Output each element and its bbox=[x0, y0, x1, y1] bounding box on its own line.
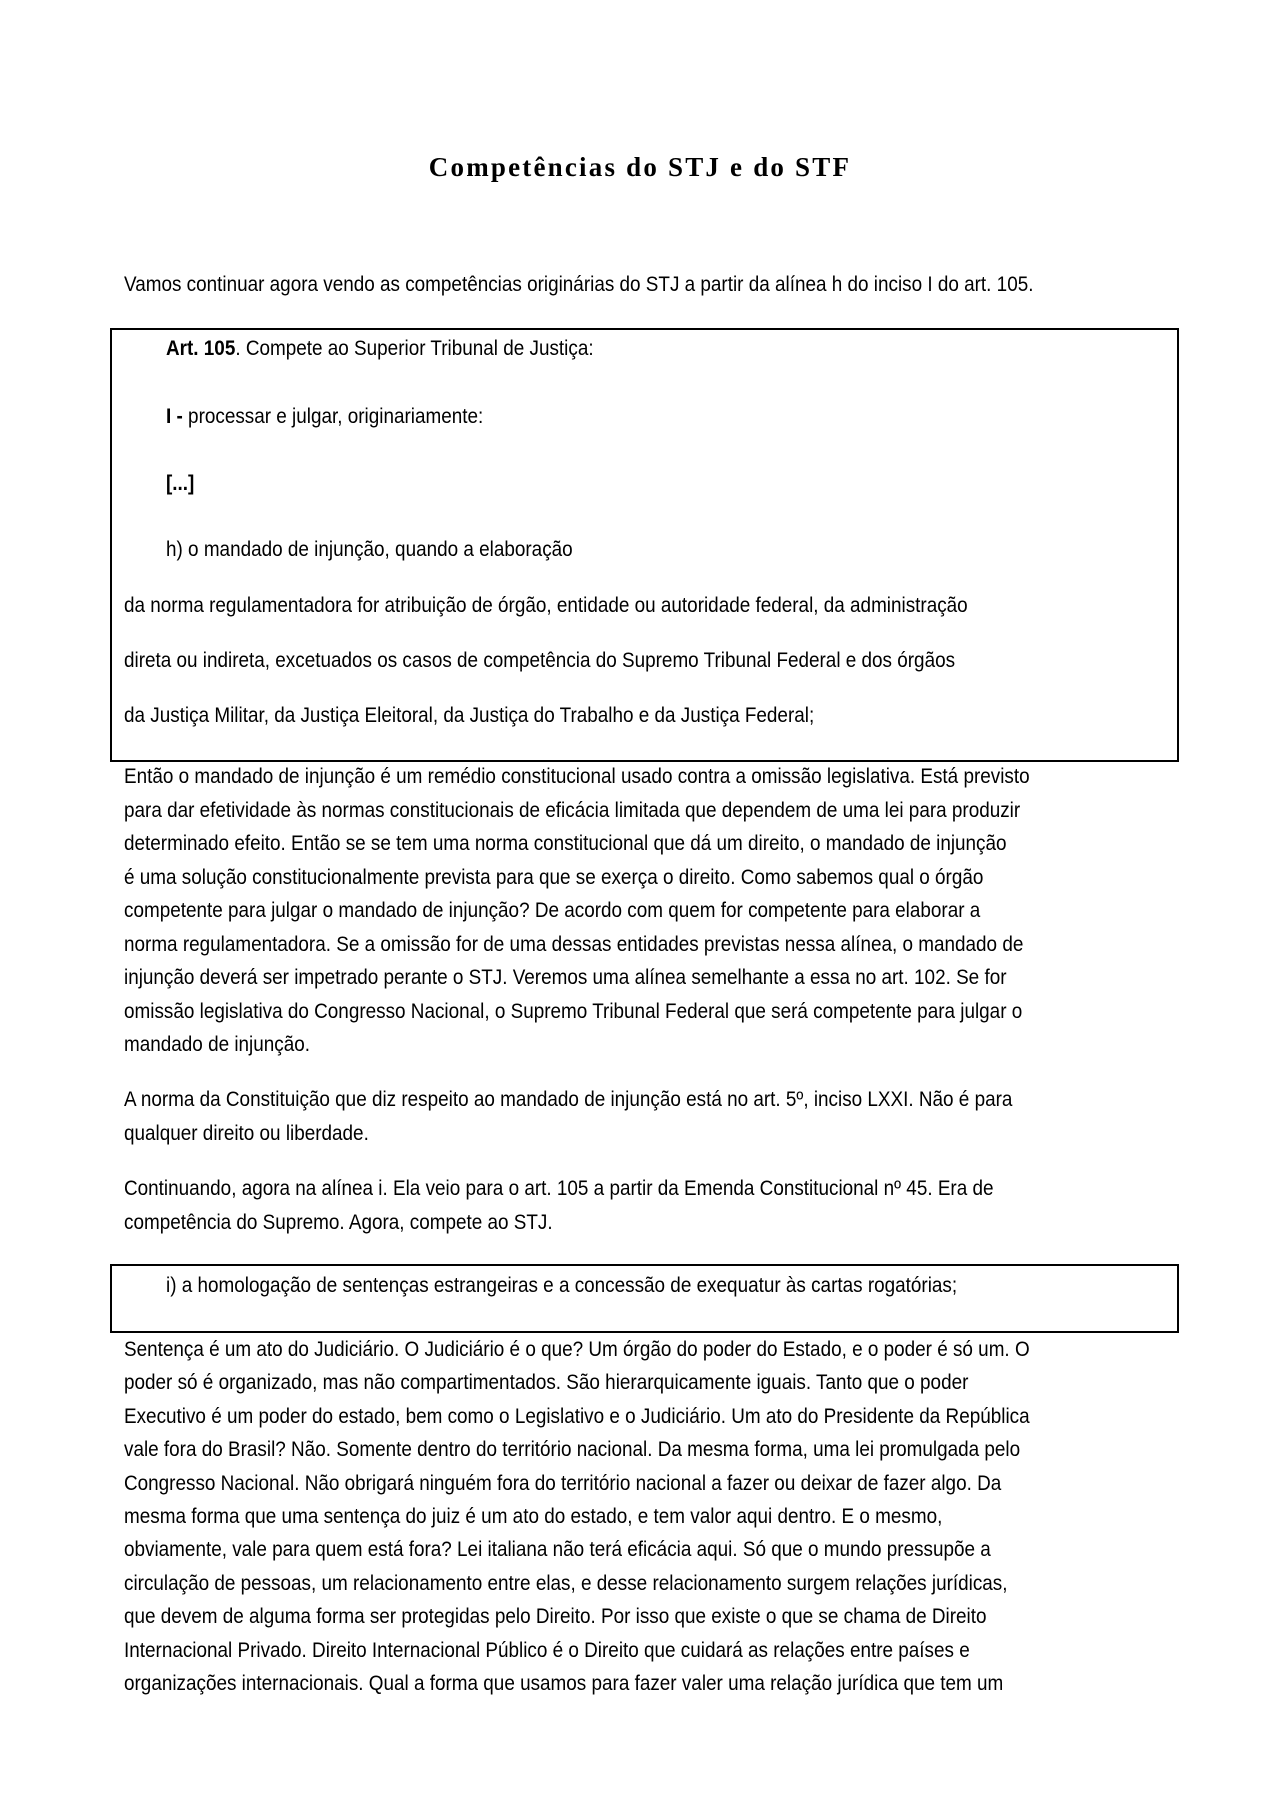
paragraph-line: Sentença é um ato do Judiciário. O Judiciário é o que? Um órgão do poder do Estado, e o poder é só um. O bbox=[124, 1338, 1030, 1361]
paragraph-line: organizações internacionais. Qual a forma que usamos para fazer valer uma relação jurídica que tem um bbox=[124, 1672, 1004, 1695]
quote-line: da norma regulamentadora for atribuição de órgão, entidade ou autoridade federal, da administração bbox=[124, 594, 968, 617]
paragraph-line: Internacional Privado. Direito Internacional Público é o Direito que cuidará as relações entre países e bbox=[124, 1638, 970, 1662]
paragraph-line: competência do Supremo. Agora, compete ao STJ. bbox=[124, 1210, 553, 1234]
article-number: Art. 105 bbox=[166, 337, 236, 360]
quote-line: direta ou indireta, excetuados os casos de competência do Supremo Tribunal Federal e dos órgãos bbox=[124, 649, 956, 672]
paragraph-line: Continuando, agora na alínea i. Ela veio para o art. 105 a partir da Emenda Constitucional nº 45. Era de bbox=[124, 1177, 994, 1200]
alinea-i-text: i) a homologação de sentenças estrangeiras e a concessão de exequatur às cartas rogatórias; bbox=[166, 1274, 958, 1297]
paragraph-line: para dar efetividade às normas constitucionais de eficácia limitada que dependem de uma lei para produzir bbox=[124, 798, 1021, 822]
paragraph-line: poder só é organizado, mas não compartimentados. São hierarquicamente iguais. Tanto que o poder bbox=[124, 1371, 969, 1395]
paragraph-line: Então o mandado de injunção é um remédio constitucional usado contra a omissão legislativa. Está previsto bbox=[124, 765, 1030, 788]
quote-line: da Justiça Militar, da Justiça Eleitoral, da Justiça do Trabalho e da Justiça Federal; bbox=[124, 704, 815, 727]
quote-line: h) o mandado de injunção, quando a elaboração bbox=[166, 538, 573, 561]
paragraph-line: norma regulamentadora. Se a omissão for de uma dessas entidades previstas nessa alínea, o mandado de bbox=[124, 932, 1024, 956]
paragraph-line: qualquer direito ou liberdade. bbox=[124, 1121, 369, 1145]
inciso-text: processar e julgar, originariamente: bbox=[182, 405, 484, 428]
paragraph-line: Congresso Nacional. Não obrigará ninguém fora do território nacional a fazer ou deixar de fazer algo. Da bbox=[124, 1471, 1002, 1495]
inciso-number: I - bbox=[166, 405, 183, 428]
intro-paragraph: Vamos continuar agora vendo as competências originárias do STJ a partir da alínea h do inciso I do art. 105. bbox=[124, 273, 1034, 296]
document-title: Competências do STJ e do STF bbox=[428, 152, 852, 182]
paragraph-line: obviamente, vale para quem está fora? Lei italiana não terá eficácia aqui. Só que o mundo pressupõe a bbox=[124, 1538, 991, 1562]
paragraph-line: mandado de injunção. bbox=[124, 1033, 311, 1056]
paragraph-line: omissão legislativa do Congresso Nacional, o Supremo Tribunal Federal que será competente para julgar o bbox=[124, 999, 1023, 1023]
paragraph-line: Executivo é um poder do estado, bem como o Legislativo e o Judiciário. Um ato do Presidente da República bbox=[124, 1404, 1030, 1428]
paragraph-line: A norma da Constituição que diz respeito ao mandado de injunção está no art. 5º, inciso LXXI. Não é para bbox=[124, 1088, 1013, 1111]
article-text: . Compete ao Superior Tribunal de Justiça: bbox=[235, 337, 594, 360]
paragraph-line: circulação de pessoas, um relacionamento entre elas, e desse relacionamento surgem relações jurídicas, bbox=[124, 1571, 1008, 1595]
paragraph-line: vale fora do Brasil? Não. Somente dentro do território nacional. Da mesma forma, uma lei promulgada pelo bbox=[124, 1438, 1021, 1462]
article-heading bbox=[166, 337, 594, 361]
paragraph-line: que devem de alguma forma ser protegidas pelo Direito. Por isso que existe o que se chama de Direito bbox=[124, 1605, 987, 1629]
inciso-line bbox=[166, 405, 483, 429]
paragraph-line: determinado efeito. Então se se tem uma norma constitucional que dá um direito, o mandado de injunção bbox=[124, 832, 1007, 855]
paragraph-line: mesma forma que uma sentença do juiz é um ato do estado, e tem valor aqui dentro. E o mesmo, bbox=[124, 1505, 943, 1528]
paragraph-line: injunção deverá ser impetrado perante o STJ. Veremos uma alínea semelhante a essa no art. 102. Se for bbox=[124, 966, 1007, 989]
paragraph-line: competente para julgar o mandado de injunção? De acordo com quem for competente para elaborar a bbox=[124, 899, 981, 922]
ellipsis: [...] bbox=[166, 472, 195, 495]
paragraph-line: é uma solução constitucionalmente prevista para que se exerça o direito. Como sabemos qual o órgão bbox=[124, 865, 984, 889]
